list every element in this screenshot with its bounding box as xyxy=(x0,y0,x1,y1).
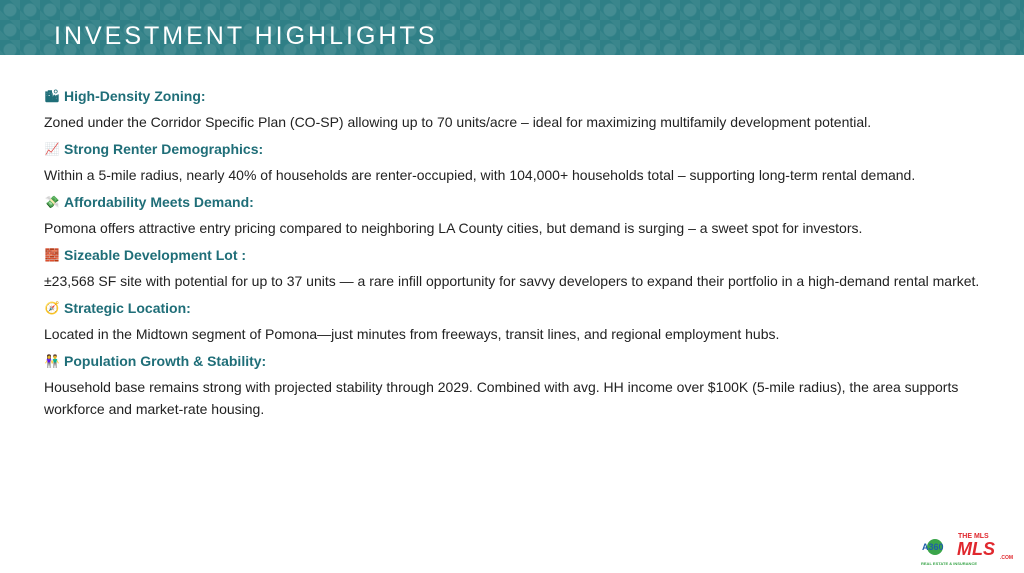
highlights-list xyxy=(44,85,994,425)
highlight-heading xyxy=(44,138,994,160)
header-banner xyxy=(0,0,1024,55)
highlight-item xyxy=(44,191,994,239)
logo-domain: .COM xyxy=(1000,555,1014,561)
highlight-heading xyxy=(44,244,994,266)
highlight-item xyxy=(44,85,994,133)
brick-icon: 🧱 xyxy=(44,248,60,262)
highlight-heading xyxy=(44,85,994,107)
highlight-heading xyxy=(44,297,994,319)
highlight-body: Located in the Midtown segment of Pomona—just minutes from freeways, transit lines, and regional employment hubs. xyxy=(44,326,780,342)
compass-icon: 🧭 xyxy=(44,301,60,315)
logo-prefix: A360 xyxy=(922,542,944,552)
highlight-body: Pomona offers attractive entry pricing compared to neighboring LA County cities, but demand is surging – a sweet spot for investors. xyxy=(44,220,863,236)
heading-text: Population Growth & Stability: xyxy=(64,353,267,369)
highlight-item xyxy=(44,297,994,345)
heading-text: Sizeable Development Lot : xyxy=(64,247,247,263)
money-icon: 💸 xyxy=(44,195,60,209)
highlight-body: Household base remains strong with projected stability through 2029. Combined with avg. HH income over $100K (5-mile radius), the area supports workforce and market-rate housing. xyxy=(44,379,959,417)
highlight-item xyxy=(44,244,994,292)
highlight-body: Within a 5-mile radius, nearly 40% of households are renter-occupied, with 104,000+ households total – supporting long-term rental demand. xyxy=(44,167,916,183)
city-icon: 🏙 xyxy=(44,89,60,103)
highlight-heading xyxy=(44,350,994,372)
highlight-heading xyxy=(44,191,994,213)
highlight-body: ±23,568 SF site with potential for up to 37 units — a rare infill opportunity for savvy developers to expand their portfolio in a high-demand rental market. xyxy=(44,273,980,289)
heading-text: Strategic Location: xyxy=(64,300,191,316)
heading-text: High-Density Zoning: xyxy=(64,88,206,104)
people-icon: 👫 xyxy=(44,354,60,368)
logo-tagline: REAL ESTATE & INSURANCE xyxy=(921,561,978,566)
highlight-item xyxy=(44,350,994,420)
highlight-body: Zoned under the Corridor Specific Plan (CO-SP) allowing up to 70 units/acre – ideal for maximizing multifamily development potential. xyxy=(44,114,872,130)
company-logo xyxy=(920,528,1020,568)
logo-mark: MLS xyxy=(957,539,995,559)
chart-increasing-icon: 📈 xyxy=(44,142,60,156)
heading-text: Strong Renter Demographics: xyxy=(64,141,264,157)
page-title: INVESTMENT HIGHLIGHTS xyxy=(54,22,438,50)
highlight-item xyxy=(44,138,994,186)
logo-brand: THE MLS xyxy=(958,533,989,540)
heading-text: Affordability Meets Demand: xyxy=(64,194,254,210)
